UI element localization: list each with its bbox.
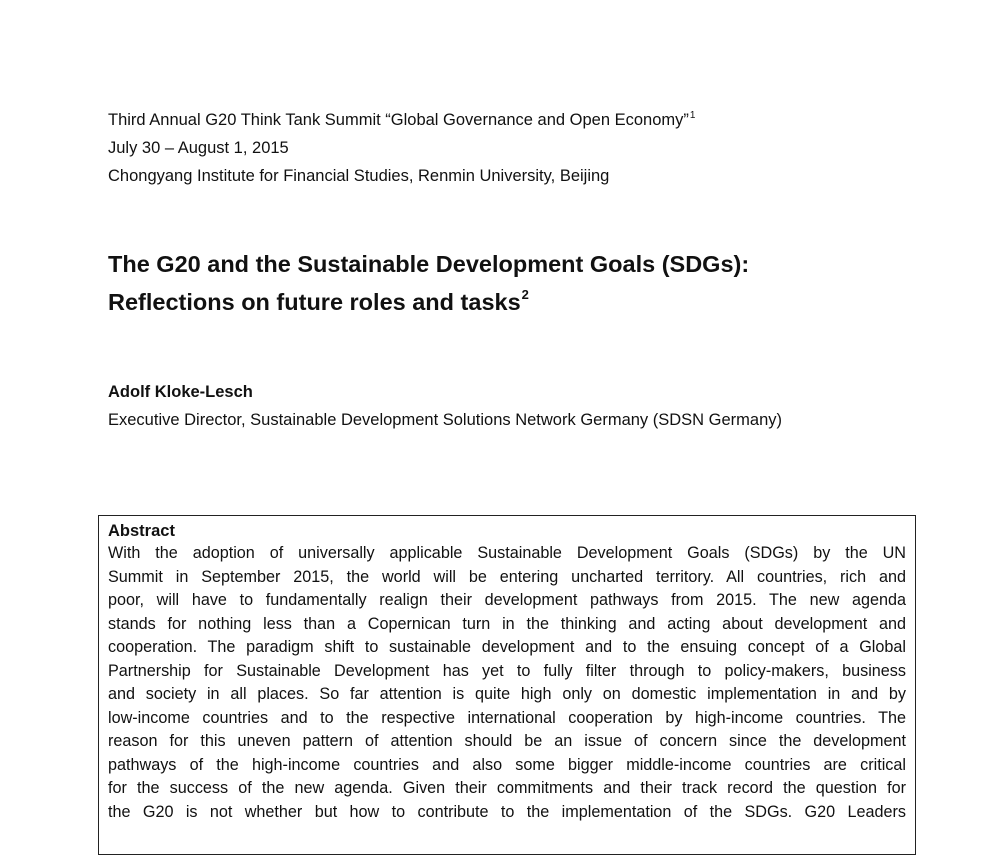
footnote-marker-2: 2 [521,287,529,302]
abstract-heading: Abstract [108,522,175,540]
abstract-line: Summit in September 2015, the world will be entering uncharted territory. All countries, rich and [108,567,906,586]
event-name [108,106,695,134]
author-info [108,378,782,434]
abstract-line: Partnership for Sustainable Development has yet to fully filter through to policy-makers, business [108,661,906,680]
abstract-line: stands for nothing less than a Copernican turn in the thinking and acting about development and [108,614,906,633]
abstract-box [98,515,916,855]
title-line-1: The G20 and the Sustainable Development Goals (SDGs): [108,251,750,277]
event-info [108,106,695,190]
author-affiliation: Executive Director, Sustainable Development Solutions Network Germany (SDSN Germany) [108,411,783,429]
paper-title [108,245,749,321]
abstract-line: and society in all places. So far attention is quite high only on domestic implementation in and by [108,685,906,703]
abstract-line: poor, will have to fundamentally realign their development pathways from 2015. The new agenda [108,591,906,609]
title-line-2 [108,283,749,321]
abstract-line: With the adoption of universally applicable Sustainable Development Goals (SDGs) by the UN [108,544,906,562]
event-name-text: Third Annual G20 Think Tank Summit “Global Governance and Open Economy” [108,111,689,129]
event-venue: Chongyang Institute for Financial Studies, Renmin University, Beijing [108,167,610,185]
author-name: Adolf Kloke-Lesch [108,383,253,401]
footnote-marker-1: 1 [689,110,696,121]
abstract-line: pathways of the high-income countries and also some bigger middle-income countries are critical [108,755,906,774]
title-line-2-text: Reflections on future roles and tasks [108,289,521,315]
abstract-line: for the success of the new agenda. Given their commitments and their track record the question for [108,779,906,797]
abstract-body [108,542,906,824]
abstract-line: cooperation. The paradigm shift to sustainable development and to the ensuing concept of a Global [108,638,906,656]
abstract-line: low-income countries and to the respective international cooperation by high-income countries. The [108,708,906,727]
abstract-line: reason for this uneven pattern of attention should be an issue of concern since the development [108,732,906,750]
event-dates: July 30 – August 1, 2015 [108,139,289,157]
abstract-line: the G20 is not whether but how to contribute to the implementation of the SDGs. G20 Leaders [108,802,906,821]
